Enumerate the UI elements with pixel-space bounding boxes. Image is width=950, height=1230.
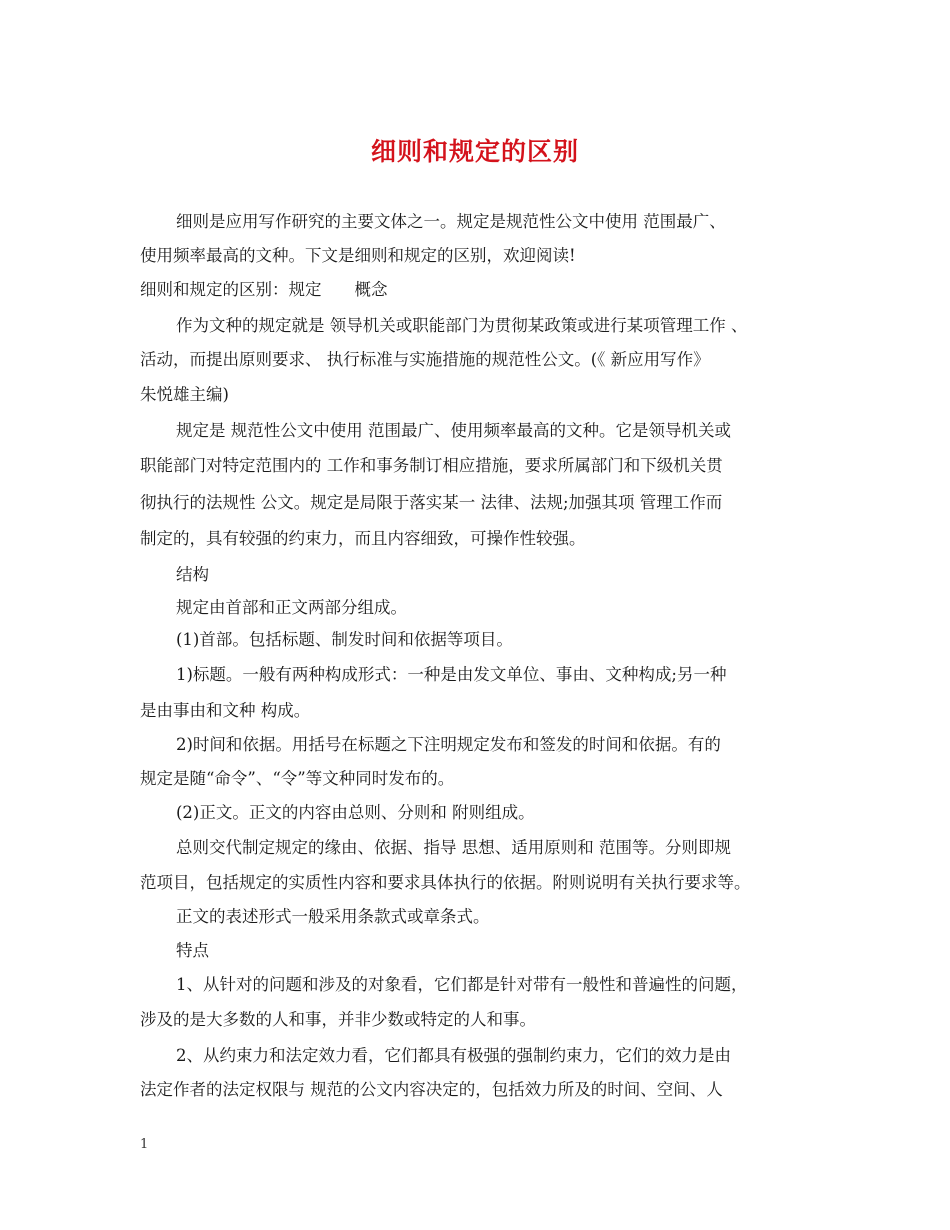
body-line: 规定由首部和正文两部分组成。 [176, 598, 407, 617]
body-line: 细则是应用写作研究的主要文体之一。规定是规范性公文中使用 范围最广、 [176, 212, 726, 231]
document-title: 细则和规定的区别 [370, 137, 579, 166]
body-line: 朱悦雄主编) [140, 385, 229, 404]
body-line: 是由事由和文种 构成。 [140, 701, 311, 720]
body-line: 2、从约束力和法定效力看，它们都具有极强的强制约束力，它们的效力是由 [176, 1046, 731, 1065]
body-line: 1)标题。一般有两种构成形式：一种是由发文单位、事由、文种构成;另一种 [176, 665, 727, 684]
body-line: 总则交代制定规定的缘由、依据、指导 思想、适用原则和 范围等。分则即规 [176, 838, 731, 857]
body-line: 1、从针对的问题和涉及的对象看，它们都是针对带有一般性和普遍性的问题， [176, 975, 748, 994]
body-line: (2)正文。正文的内容由总则、分则和 附则组成。 [176, 803, 535, 822]
body-line: 正文的表述形式一般采用条款式或章条式。 [176, 907, 490, 926]
body-line: 法定作者的法定权限与 规范的公文内容决定的，包括效力所及的时间、空间、人 [140, 1080, 723, 1099]
body-line: 制定的，具有较强的约束力，而且内容细致，可操作性较强。 [140, 529, 586, 548]
body-line: 彻执行的法规性 公文。规定是局限于落实某一 法律、法规;加强其项 管理工作而 [140, 493, 723, 512]
body-line: 规定是 规范性公文中使用 范围最广、使用频率最高的文种。它是领导机关或 [176, 421, 731, 440]
section-heading: 特点 [176, 941, 209, 960]
body-line: 规定是随“命令”、“令”等文种同时发布的。 [140, 769, 455, 788]
body-line: 范项目，包括规定的实质性内容和要求具体执行的依据。附则说明有关执行要求等。 [140, 873, 751, 892]
body-line: 使用频率最高的文种。下文是细则和规定的区别，欢迎阅读! [140, 246, 576, 265]
body-line: 2)时间和依据。用括号在标题之下注明规定发布和签发的时间和依据。有的 [176, 735, 721, 754]
body-line: 职能部门对特定范围内的 工作和事务制订相应措施，要求所属部门和下级机关贯 [140, 456, 723, 475]
section-heading: 结构 [176, 565, 209, 584]
page-number: 1 [140, 1137, 149, 1152]
body-line: 活动，而提出原则要求、 执行标准与实施措施的规范性公文。(《 新应用写作》 [140, 350, 710, 369]
body-line: 涉及的是大多数的人和事，并非少数或特定的人和事。 [140, 1010, 536, 1029]
body-line: 作为文种的规定就是 领导机关或职能部门为贯彻某政策或进行某项管理工作 、 [176, 316, 748, 335]
section-heading: 细则和规定的区别：规定 概念 [140, 280, 388, 299]
body-line: (1)首部。包括标题、制发时间和依据等项目。 [176, 630, 513, 649]
